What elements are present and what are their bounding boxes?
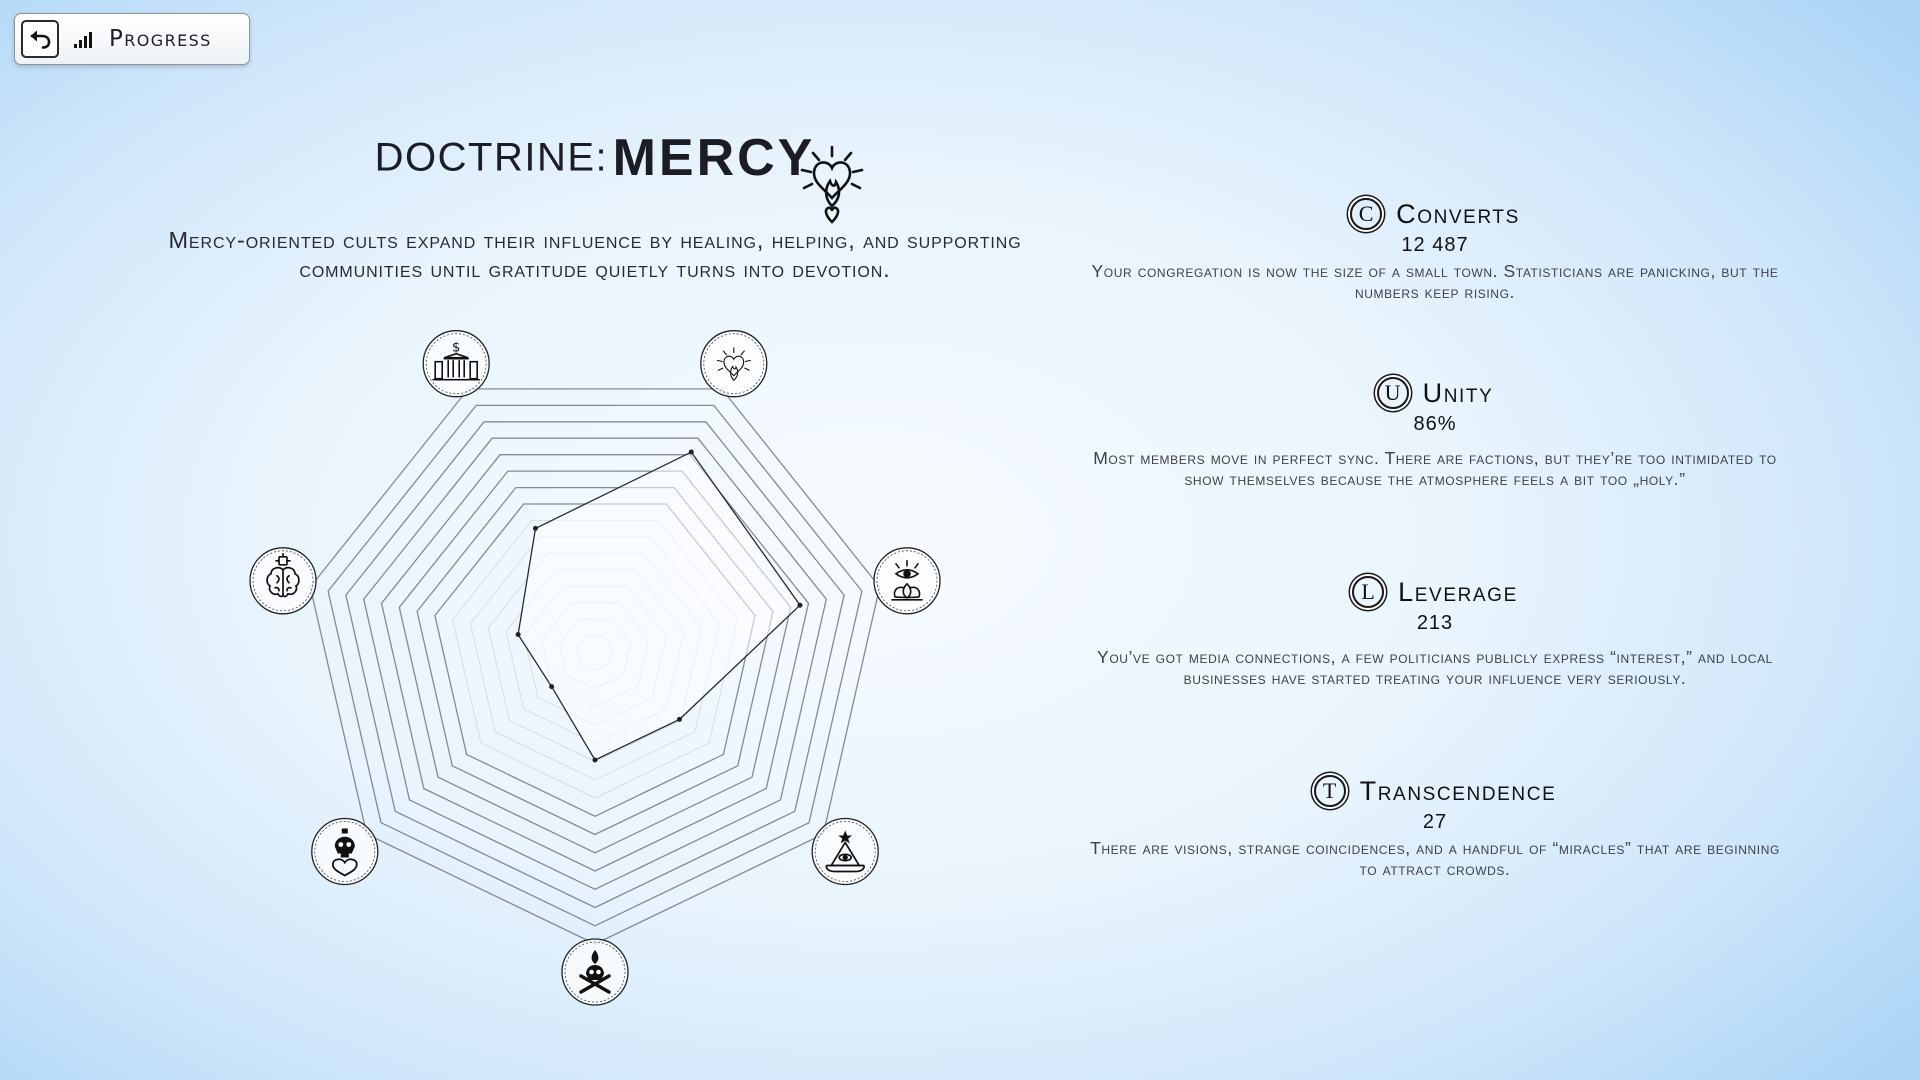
radar-point: [516, 632, 521, 637]
stat-leverage: [1080, 576, 1790, 689]
svg-text:$: $: [452, 340, 461, 356]
radar-point: [593, 758, 598, 763]
stat-title: Transcendence: [1359, 775, 1557, 806]
doctrine-description: Mercy-oriented cults expand their influence by healing, helping, and supporting communities until gratitude quietly turns into devotion.: [168, 227, 1022, 282]
radar-point: [549, 684, 554, 689]
stat-description: You’ve got media connections, a few politicians publicly express “interest,” and local businesses have started treating your influence very seriously.: [1097, 647, 1773, 688]
radar-point: [677, 717, 682, 722]
stat-value: 86%: [1413, 413, 1457, 435]
unity-badge-icon: U: [1377, 377, 1409, 409]
stat-value: 12 487: [1401, 234, 1469, 256]
stat-description: Your congregation is now the size of a small town. Statisticians are panicking, but the numbers keep rising.: [1091, 261, 1779, 302]
radar-point: [533, 526, 538, 531]
pyramid-eye-icon: [812, 819, 878, 885]
stat-converts: [1080, 198, 1790, 303]
radar-point: [797, 603, 802, 608]
leverage-badge-icon: L: [1352, 576, 1384, 608]
brain-icon: [250, 548, 316, 614]
skull-heart-icon: [312, 819, 378, 885]
progress-label: Progress: [109, 26, 212, 52]
stat-value: 27: [1422, 811, 1448, 833]
mercy-heart-icon: [701, 331, 767, 397]
doctrine-name: MERCY: [612, 129, 816, 187]
bank-dollar-icon: [423, 331, 489, 397]
stat-description: There are visions, strange coincidences, and a handful of “miracles” that are beginning to attract crowds.: [1090, 838, 1780, 879]
stat-title: Unity: [1422, 377, 1494, 408]
radar-value-polygon: [518, 452, 800, 760]
stat-unity: [1080, 377, 1790, 490]
stat-value: 213: [1416, 612, 1454, 634]
radar-point: [689, 450, 694, 455]
stat-description: Most members move in perfect sync. There are factions, but they’re too intimidated to show themselves because the atmosphere feels a bit too „holy.”: [1093, 448, 1777, 489]
lotus-eye-icon: [874, 548, 940, 614]
skull-crossbones-flame-icon: [562, 939, 628, 1005]
stat-transcendence: [1080, 775, 1790, 880]
stat-title: Converts: [1396, 198, 1520, 229]
converts-badge-icon: C: [1350, 198, 1382, 230]
stat-title: Leverage: [1398, 576, 1518, 607]
doctrine-prefix: DOCTRINE:: [374, 135, 609, 180]
transcendence-badge-icon: T: [1314, 775, 1346, 807]
